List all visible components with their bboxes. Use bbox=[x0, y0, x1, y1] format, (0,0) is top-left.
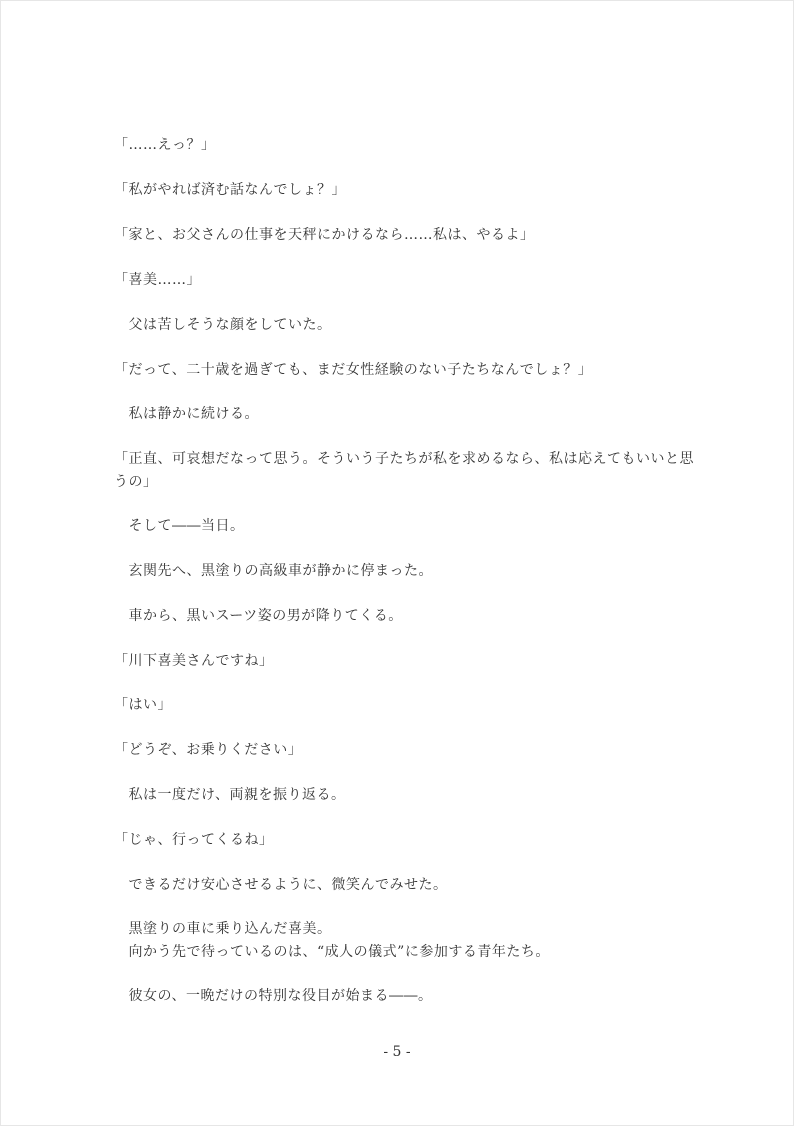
text-line: 「じゃ、行ってくるね」 bbox=[114, 832, 274, 848]
text-line: 「はい」 bbox=[114, 697, 172, 713]
text-line: 「喜美……」 bbox=[114, 272, 201, 288]
text-line: 黒塗りの車に乗り込んだ喜美。 bbox=[114, 921, 332, 937]
text-line: 父は苦しそうな顔をしていた。 bbox=[114, 317, 332, 333]
text-line: 私は一度だけ、両親を振り返る。 bbox=[114, 787, 346, 803]
text-line: 「私がやれば済む話なんでしょ？」 bbox=[114, 182, 346, 198]
text-line: うの」 bbox=[114, 474, 158, 490]
text-line: 「家と、お父さんの仕事を天秤にかけるなら……私は、やるよ」 bbox=[114, 227, 535, 243]
text-line: 「だって、二十歳を過ぎても、まだ女性経験のない子たちなんでしょ？」 bbox=[114, 362, 593, 378]
text-line: 私は静かに続ける。 bbox=[114, 406, 259, 422]
text-line: できるだけ安心させるように、微笑んでみせた。 bbox=[114, 877, 448, 893]
text-line: 「川下喜美さんですね」 bbox=[114, 653, 274, 669]
text-line: そして――当日。 bbox=[114, 518, 245, 534]
text-line: 車から、黒いスーツ姿の男が降りてくる。 bbox=[114, 608, 403, 624]
text-line: 「……えっ？」 bbox=[114, 137, 216, 153]
page-number: - 5 - bbox=[383, 1044, 411, 1060]
text-line: 玄関先へ、黒塗りの高級車が静かに停まった。 bbox=[114, 563, 433, 579]
text-line: 向かう先で待っているのは、“成人の儀式”に参加する青年たち。 bbox=[114, 944, 550, 960]
text-line: 「正直、可哀想だなって思う。そういう子たちが私を求めるなら、私は応えてもいいと思 bbox=[114, 451, 694, 467]
text-line: 彼女の、一晩だけの特別な役目が始まる――。 bbox=[114, 988, 433, 1004]
text-line: 「どうぞ、お乗りください」 bbox=[114, 742, 303, 758]
